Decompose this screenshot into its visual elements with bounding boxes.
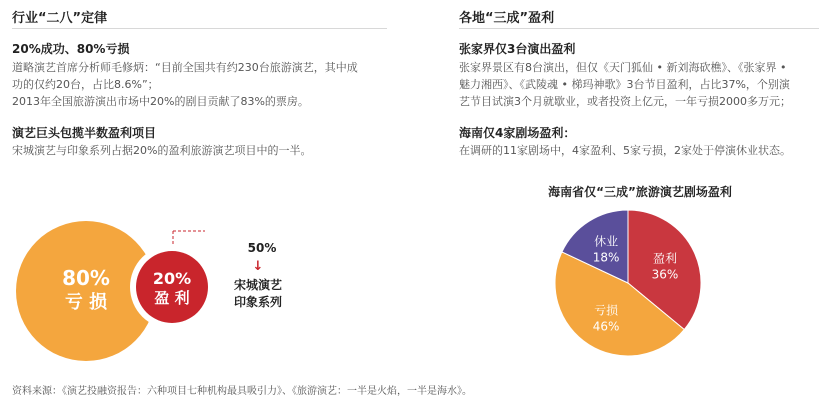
text-line: 功的仅约20台，占比8.6%”； [12, 78, 159, 91]
source-note: 资料来源：《演艺投融资报告：六种项目七种机构最具吸引力》、《旅游演艺：一半是火焰，一半是海水》。 [12, 386, 472, 397]
text-line: 2013年全国旅游演出市场中20%的剧目贡献了83%的票房。 [12, 95, 309, 108]
left-block2-heading: 演艺巨头包揽半数盈利项目 [12, 126, 157, 140]
text-line: 艺节目试演3个月就歇业，或者投资上亿元，一年亏损2000多万元； [459, 95, 791, 108]
left-divider [12, 28, 387, 29]
pie-chart [520, 200, 760, 370]
pie-slice-label: 休业 [594, 234, 619, 249]
right-block2-heading: 海南仅4家剧场盈利： [459, 126, 576, 140]
down-arrow-icon: ↓ [252, 259, 264, 274]
success-ratio-bubbles [0, 195, 420, 370]
loss-label: 亏 损 [64, 292, 108, 313]
left-section-title: 行业“二八”定律 [12, 11, 108, 26]
right-section-title: 各地“三成”盈利 [459, 11, 555, 26]
right-block2-text [459, 142, 821, 159]
text-line: 在调研的11家剧场中，4家盈利、5家亏损，2家处于停演休业状态。 [459, 144, 791, 157]
left-block1-heading: 20%成功、80%亏损 [12, 42, 130, 56]
loss-value: 80% [62, 266, 110, 290]
left-block1-text [12, 59, 402, 110]
right-block1-text [459, 59, 821, 110]
pie-slice-value: 18% [592, 250, 620, 265]
text-line: 宋城演艺与印象系列占据20%的盈利旅游演艺项目中的一半。 [12, 144, 312, 157]
callout-label-line2: 印象系列 [233, 295, 283, 309]
callout-value: 50% [247, 241, 277, 255]
pie-slice-label: 亏损 [594, 303, 619, 318]
pie-chart-title: 海南省仅“三成”旅游演艺剧场盈利 [548, 185, 732, 199]
text-line: 张家界景区有8台演出，但仅《天门狐仙 • 新刘海砍樵》、《张家界 • [459, 61, 787, 74]
profit-value: 20% [152, 269, 192, 288]
pie-slice-label: 盈利 [652, 251, 677, 266]
callout-label-line1: 宋城演艺 [233, 278, 283, 292]
pie-slice-value: 46% [592, 319, 620, 334]
pie-slice-value: 36% [651, 267, 679, 282]
right-block1-heading: 张家界仅3台演出盈利 [459, 42, 576, 56]
right-divider [459, 28, 819, 29]
text-line: 道略演艺首席分析师毛修炳：“目前全国共有约230台旅游演艺，其中成 [12, 61, 358, 74]
left-block2-text [12, 142, 402, 159]
profit-label: 盈 利 [154, 289, 190, 307]
text-line: 魅力湘西》、《武陵魂 • 梯玛神歌》3台节目盈利，占比37%，个别演 [459, 78, 790, 91]
